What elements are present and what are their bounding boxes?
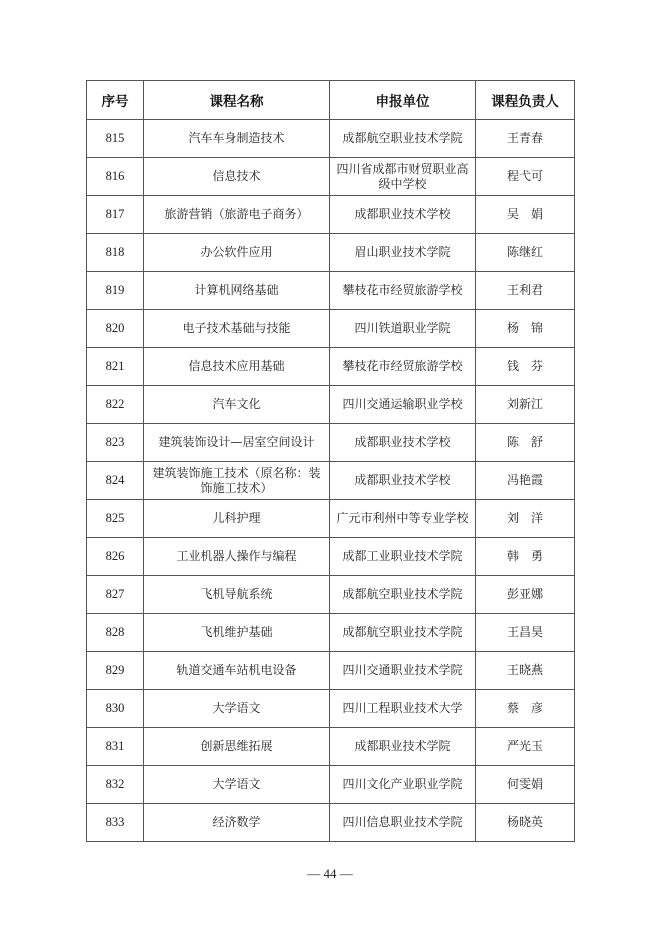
course-name-cell: 建筑装饰施工技术（原名称：装饰施工技术） [144, 462, 330, 500]
applying-unit-cell: 四川交通运输职业学校 [330, 386, 476, 424]
table-row [87, 728, 575, 766]
course-owner-cell: 杨 锦 [476, 310, 575, 348]
serial-number-cell: 832 [87, 766, 144, 804]
serial-number-cell: 818 [87, 234, 144, 272]
header-course-name: 课程名称 [144, 81, 330, 120]
course-owner-cell: 冯艳霞 [476, 462, 575, 500]
course-owner-cell: 刘 洋 [476, 500, 575, 538]
table-row [87, 348, 575, 386]
serial-number-cell: 815 [87, 120, 144, 158]
course-name-cell: 电子技术基础与技能 [144, 310, 330, 348]
table-row [87, 576, 575, 614]
applying-unit-cell: 成都职业技术学校 [330, 462, 476, 500]
table-row [87, 690, 575, 728]
table-row [87, 766, 575, 804]
applying-unit-cell: 成都航空职业技术学院 [330, 614, 476, 652]
course-name-cell: 飞机维护基础 [144, 614, 330, 652]
course-name-cell: 轨道交通车站机电设备 [144, 652, 330, 690]
course-name-cell: 儿科护理 [144, 500, 330, 538]
applying-unit-cell: 四川信息职业技术学院 [330, 804, 476, 842]
applying-unit-cell: 成都航空职业技术学院 [330, 120, 476, 158]
serial-number-cell: 822 [87, 386, 144, 424]
serial-number-cell: 816 [87, 158, 144, 196]
course-owner-cell: 王青春 [476, 120, 575, 158]
serial-number-cell: 821 [87, 348, 144, 386]
table-row [87, 804, 575, 842]
course-owner-cell: 陈继红 [476, 234, 575, 272]
course-owner-cell: 彭亚娜 [476, 576, 575, 614]
applying-unit-cell: 四川铁道职业学院 [330, 310, 476, 348]
table-row [87, 158, 575, 196]
course-owner-cell: 钱 芬 [476, 348, 575, 386]
table-row [87, 196, 575, 234]
applying-unit-cell: 成都职业技术学院 [330, 728, 476, 766]
table-row [87, 424, 575, 462]
table-row [87, 614, 575, 652]
serial-number-cell: 820 [87, 310, 144, 348]
course-owner-cell: 陈 舒 [476, 424, 575, 462]
course-owner-cell: 王昌昊 [476, 614, 575, 652]
table-header-row [87, 81, 575, 120]
course-name-cell: 汽车文化 [144, 386, 330, 424]
applying-unit-cell: 广元市利州中等专业学校 [330, 500, 476, 538]
applying-unit-cell: 四川文化产业职业学院 [330, 766, 476, 804]
serial-number-cell: 831 [87, 728, 144, 766]
course-owner-cell: 刘新江 [476, 386, 575, 424]
course-name-cell: 办公软件应用 [144, 234, 330, 272]
course-name-cell: 创新思维拓展 [144, 728, 330, 766]
course-name-cell: 汽车车身制造技术 [144, 120, 330, 158]
serial-number-cell: 833 [87, 804, 144, 842]
applying-unit-cell: 攀枝花市经贸旅游学校 [330, 348, 476, 386]
table-row [87, 386, 575, 424]
applying-unit-cell: 成都职业技术学校 [330, 196, 476, 234]
serial-number-cell: 824 [87, 462, 144, 500]
table-row [87, 500, 575, 538]
table-row [87, 120, 575, 158]
course-owner-cell: 韩 勇 [476, 538, 575, 576]
table-row [87, 272, 575, 310]
course-owner-cell: 严光玉 [476, 728, 575, 766]
header-applying-unit: 申报单位 [330, 81, 476, 120]
course-owner-cell: 何雯娟 [476, 766, 575, 804]
serial-number-cell: 829 [87, 652, 144, 690]
course-table [86, 80, 575, 842]
course-name-cell: 经济数学 [144, 804, 330, 842]
course-owner-cell: 蔡 彦 [476, 690, 575, 728]
course-name-cell: 大学语文 [144, 766, 330, 804]
serial-number-cell: 823 [87, 424, 144, 462]
table-row [87, 234, 575, 272]
applying-unit-cell: 成都工业职业技术学院 [330, 538, 476, 576]
serial-number-cell: 830 [87, 690, 144, 728]
header-course-owner: 课程负责人 [476, 81, 575, 120]
course-name-cell: 工业机器人操作与编程 [144, 538, 330, 576]
course-name-cell: 信息技术应用基础 [144, 348, 330, 386]
applying-unit-cell: 四川省成都市财贸职业高级中学校 [330, 158, 476, 196]
course-name-cell: 飞机导航系统 [144, 576, 330, 614]
course-owner-cell: 王晓燕 [476, 652, 575, 690]
applying-unit-cell: 成都航空职业技术学院 [330, 576, 476, 614]
course-owner-cell: 吴 娟 [476, 196, 575, 234]
course-owner-cell: 程弋可 [476, 158, 575, 196]
serial-number-cell: 828 [87, 614, 144, 652]
header-serial-number: 序号 [87, 81, 144, 120]
table-row [87, 310, 575, 348]
table-body [87, 120, 575, 842]
serial-number-cell: 825 [87, 500, 144, 538]
serial-number-cell: 819 [87, 272, 144, 310]
table-row [87, 652, 575, 690]
course-name-cell: 建筑装饰设计—居室空间设计 [144, 424, 330, 462]
course-owner-cell: 杨晓英 [476, 804, 575, 842]
page-number: — 44 — [307, 866, 353, 881]
applying-unit-cell: 成都职业技术学校 [330, 424, 476, 462]
applying-unit-cell: 四川交通职业技术学院 [330, 652, 476, 690]
course-owner-cell: 王利君 [476, 272, 575, 310]
applying-unit-cell: 四川工程职业技术大学 [330, 690, 476, 728]
table-row [87, 538, 575, 576]
course-name-cell: 计算机网络基础 [144, 272, 330, 310]
table-row [87, 462, 575, 500]
course-name-cell: 大学语文 [144, 690, 330, 728]
serial-number-cell: 827 [87, 576, 144, 614]
serial-number-cell: 826 [87, 538, 144, 576]
serial-number-cell: 817 [87, 196, 144, 234]
course-name-cell: 信息技术 [144, 158, 330, 196]
course-name-cell: 旅游营销（旅游电子商务） [144, 196, 330, 234]
applying-unit-cell: 眉山职业技术学院 [330, 234, 476, 272]
applying-unit-cell: 攀枝花市经贸旅游学校 [330, 272, 476, 310]
